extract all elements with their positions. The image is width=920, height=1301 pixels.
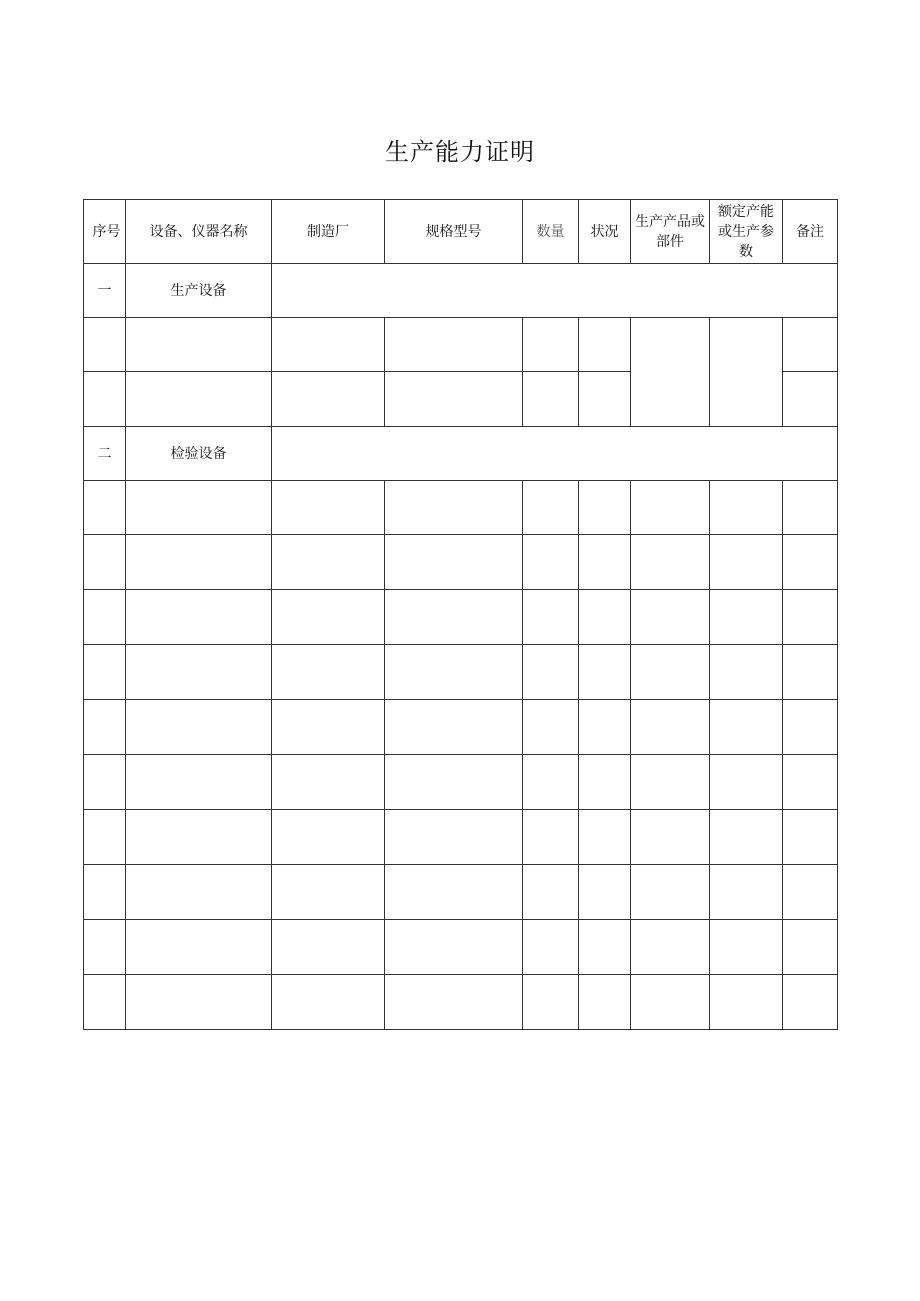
- section-row-inspection: [84, 427, 838, 481]
- table-row: [84, 865, 838, 920]
- cell-seq: [84, 755, 126, 810]
- cell-quantity: [523, 755, 579, 810]
- cell-remarks: [783, 372, 838, 427]
- cell-condition: [579, 700, 631, 755]
- header-row: [84, 200, 838, 264]
- cell-product-merged: [631, 318, 710, 427]
- header-product: 生产产品或部件: [631, 200, 710, 264]
- header-seq: 序号: [84, 200, 126, 264]
- cell-rated-merged: [710, 318, 783, 427]
- table-row: [84, 920, 838, 975]
- cell-model: [385, 700, 523, 755]
- cell-condition: [579, 810, 631, 865]
- cell-product: [631, 755, 710, 810]
- cell-model: [385, 865, 523, 920]
- section-number: 二: [84, 427, 126, 481]
- header-manufacturer: 制造厂: [272, 200, 385, 264]
- cell-remarks: [783, 590, 838, 645]
- cell-product: [631, 481, 710, 535]
- cell-quantity: [523, 535, 579, 590]
- cell-remarks: [783, 810, 838, 865]
- cell-seq: [84, 920, 126, 975]
- table-row: [84, 810, 838, 865]
- cell-condition: [579, 920, 631, 975]
- table-row: [84, 318, 838, 372]
- cell-quantity: [523, 481, 579, 535]
- cell-seq: [84, 481, 126, 535]
- table-row: [84, 975, 838, 1030]
- cell-manufacturer: [272, 700, 385, 755]
- cell-product: [631, 590, 710, 645]
- table-row: [84, 590, 838, 645]
- cell-name: [126, 372, 272, 427]
- cell-model: [385, 645, 523, 700]
- cell-manufacturer: [272, 755, 385, 810]
- cell-condition: [579, 372, 631, 427]
- cell-seq: [84, 645, 126, 700]
- cell-remarks: [783, 755, 838, 810]
- cell-remarks: [783, 700, 838, 755]
- cell-seq: [84, 590, 126, 645]
- cell-manufacturer: [272, 975, 385, 1030]
- cell-model: [385, 920, 523, 975]
- cell-manufacturer: [272, 372, 385, 427]
- cell-remarks: [783, 481, 838, 535]
- header-remarks: 备注: [783, 200, 838, 264]
- cell-model: [385, 481, 523, 535]
- cell-condition: [579, 975, 631, 1030]
- header-condition: 状况: [579, 200, 631, 264]
- cell-condition: [579, 755, 631, 810]
- cell-manufacturer: [272, 920, 385, 975]
- cell-model: [385, 810, 523, 865]
- section-label: 生产设备: [126, 264, 272, 318]
- header-model: 规格型号: [385, 200, 523, 264]
- cell-model: [385, 755, 523, 810]
- cell-product: [631, 865, 710, 920]
- cell-quantity: [523, 645, 579, 700]
- section-row-production: [84, 264, 838, 318]
- header-quantity: 数量: [523, 200, 579, 264]
- cell-remarks: [783, 865, 838, 920]
- cell-model: [385, 535, 523, 590]
- section-label: 检验设备: [126, 427, 272, 481]
- cell-condition: [579, 481, 631, 535]
- cell-quantity: [523, 590, 579, 645]
- cell-quantity: [523, 865, 579, 920]
- cell-name: [126, 755, 272, 810]
- cell-quantity: [523, 700, 579, 755]
- section-span-cell: [272, 427, 838, 481]
- cell-manufacturer: [272, 645, 385, 700]
- cell-name: [126, 975, 272, 1030]
- cell-quantity: [523, 372, 579, 427]
- cell-remarks: [783, 535, 838, 590]
- cell-model: [385, 318, 523, 372]
- cell-seq: [84, 975, 126, 1030]
- cell-seq: [84, 318, 126, 372]
- table-row: [84, 700, 838, 755]
- cell-name: [126, 318, 272, 372]
- cell-remarks: [783, 920, 838, 975]
- cell-rated: [710, 810, 783, 865]
- cell-rated: [710, 920, 783, 975]
- cell-manufacturer: [272, 318, 385, 372]
- cell-quantity: [523, 810, 579, 865]
- header-name: 设备、仪器名称: [126, 200, 272, 264]
- cell-rated: [710, 645, 783, 700]
- cell-product: [631, 645, 710, 700]
- cell-name: [126, 481, 272, 535]
- cell-name: [126, 920, 272, 975]
- cell-seq: [84, 372, 126, 427]
- cell-rated: [710, 755, 783, 810]
- header-rated: 额定产能或生产参数: [710, 200, 783, 264]
- cell-quantity: [523, 318, 579, 372]
- capacity-table: [83, 199, 838, 1030]
- section-span-cell: [272, 264, 838, 318]
- cell-remarks: [783, 318, 838, 372]
- cell-manufacturer: [272, 590, 385, 645]
- cell-condition: [579, 318, 631, 372]
- cell-rated: [710, 865, 783, 920]
- cell-model: [385, 975, 523, 1030]
- cell-product: [631, 810, 710, 865]
- cell-product: [631, 535, 710, 590]
- cell-rated: [710, 535, 783, 590]
- cell-product: [631, 920, 710, 975]
- cell-manufacturer: [272, 865, 385, 920]
- cell-seq: [84, 700, 126, 755]
- page-title: 生产能力证明: [385, 138, 535, 166]
- cell-rated: [710, 975, 783, 1030]
- cell-condition: [579, 865, 631, 920]
- cell-name: [126, 700, 272, 755]
- section-number: 一: [84, 264, 126, 318]
- cell-condition: [579, 645, 631, 700]
- cell-condition: [579, 535, 631, 590]
- cell-remarks: [783, 975, 838, 1030]
- cell-model: [385, 590, 523, 645]
- cell-model: [385, 372, 523, 427]
- cell-product: [631, 975, 710, 1030]
- cell-name: [126, 645, 272, 700]
- cell-condition: [579, 590, 631, 645]
- cell-name: [126, 535, 272, 590]
- cell-name: [126, 810, 272, 865]
- table-row: [84, 481, 838, 535]
- cell-manufacturer: [272, 810, 385, 865]
- cell-seq: [84, 535, 126, 590]
- cell-remarks: [783, 645, 838, 700]
- cell-rated: [710, 700, 783, 755]
- cell-manufacturer: [272, 481, 385, 535]
- cell-name: [126, 865, 272, 920]
- cell-quantity: [523, 920, 579, 975]
- cell-product: [631, 700, 710, 755]
- cell-quantity: [523, 975, 579, 1030]
- cell-seq: [84, 865, 126, 920]
- table-row: [84, 755, 838, 810]
- table-row: [84, 535, 838, 590]
- table-row: [84, 645, 838, 700]
- cell-seq: [84, 810, 126, 865]
- cell-name: [126, 590, 272, 645]
- cell-manufacturer: [272, 535, 385, 590]
- cell-rated: [710, 481, 783, 535]
- cell-rated: [710, 590, 783, 645]
